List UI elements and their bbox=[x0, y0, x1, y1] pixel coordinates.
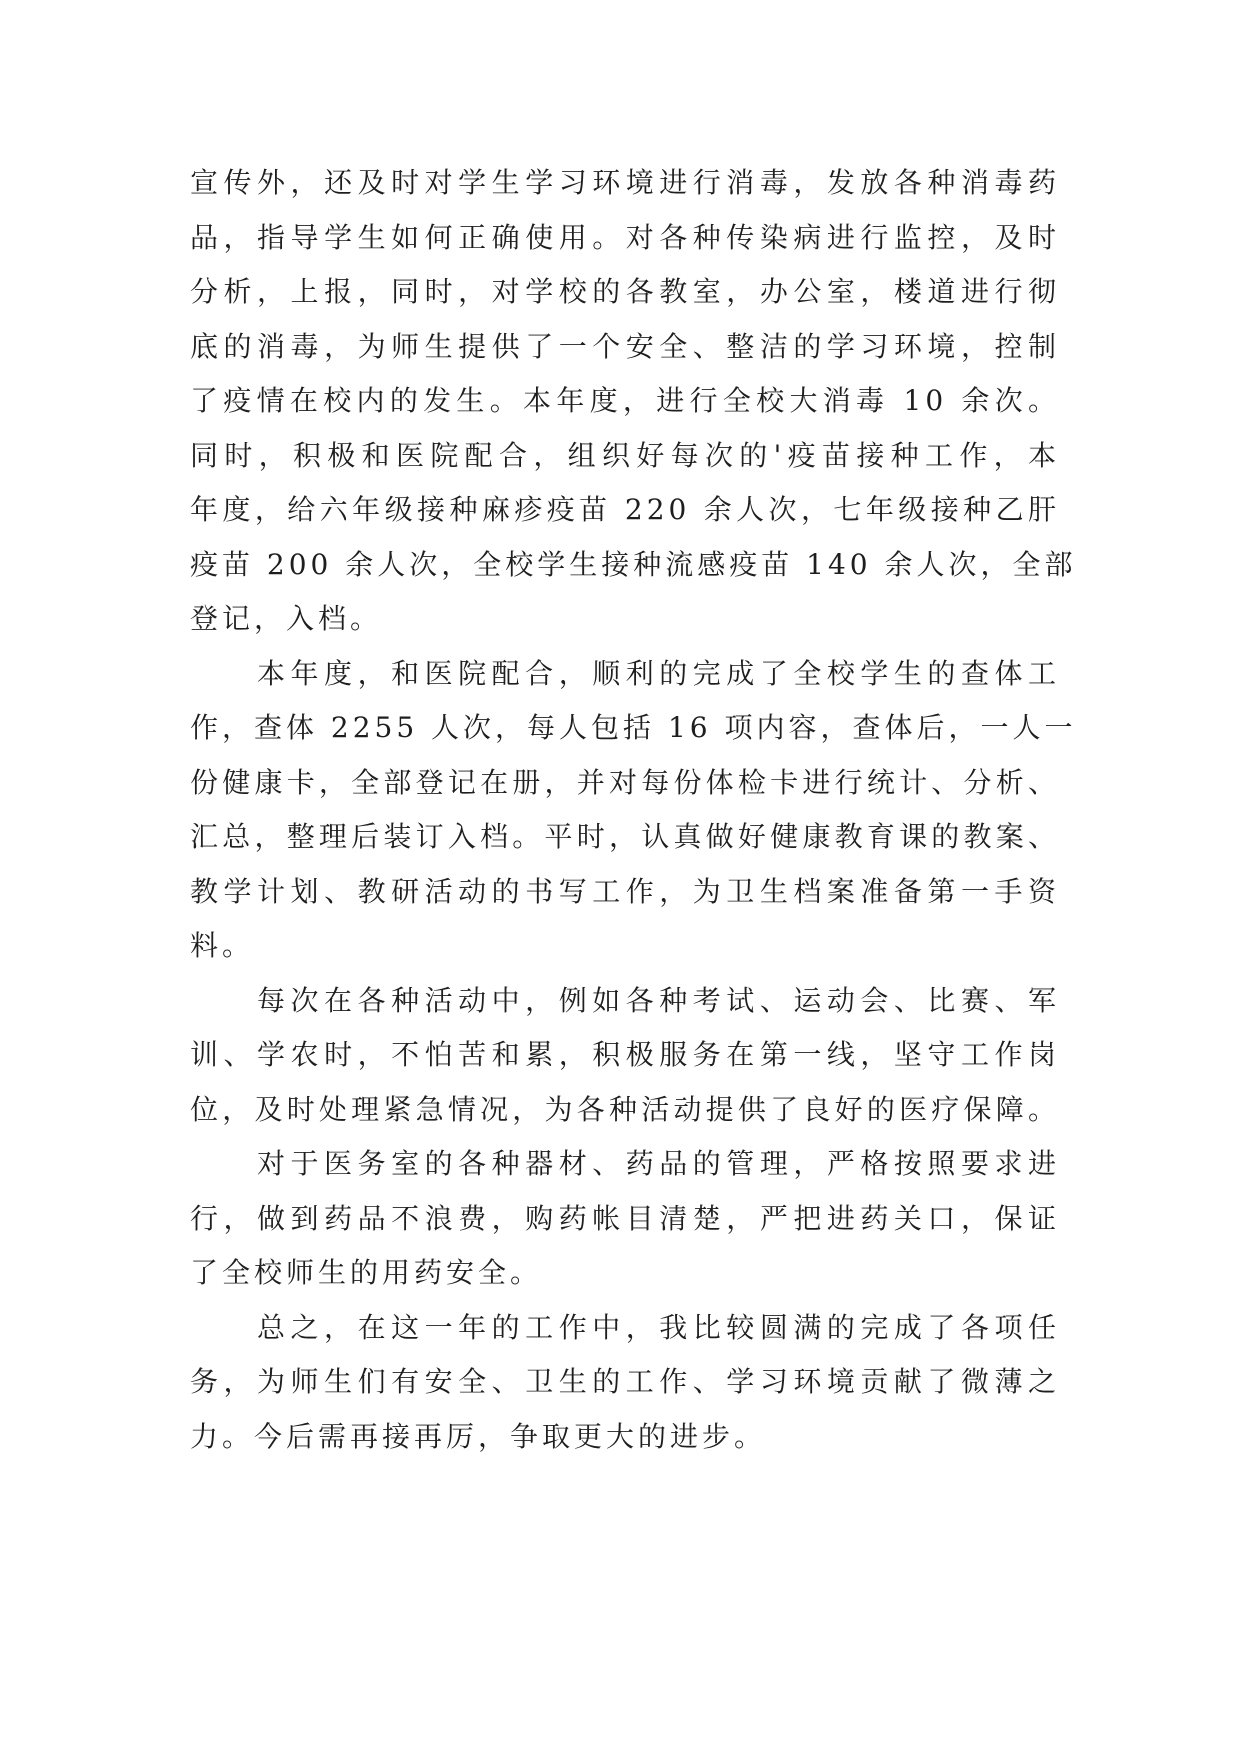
paragraph-line: 疫苗 200 余人次，全校学生接种流感疫苗 140 余人次，全部 bbox=[190, 547, 1077, 581]
paragraph-line: 品，指导学生如何正确使用。对各种传染病进行监控，及时 bbox=[190, 220, 1060, 254]
paragraph-line: 教学计划、教研活动的书写工作，为卫生档案准备第一手资 bbox=[190, 874, 1060, 908]
document-body bbox=[190, 156, 1077, 1464]
paragraph-line: 底的消毒，为师生提供了一个安全、整洁的学习环境，控制 bbox=[190, 329, 1060, 363]
paragraph-line: 行，做到药品不浪费，购药帐目清楚，严把进药关口，保证 bbox=[190, 1201, 1060, 1235]
paragraph-line: 力。今后需再接再厉，争取更大的进步。 bbox=[190, 1419, 767, 1453]
paragraph-line: 作，查体 2255 人次，每人包括 16 项内容，查体后，一人一 bbox=[190, 711, 1077, 744]
paragraph-first-line: 本年度，和医院配合，顺利的完成了全校学生的查体工 bbox=[257, 656, 1060, 690]
paragraph-line: 了疫情在校内的发生。本年度，进行全校大消毒 10 余次。 bbox=[190, 384, 1060, 417]
paragraph-first-line: 每次在各种活动中，例如各种考试、运动会、比赛、军 bbox=[257, 983, 1060, 1017]
paragraph-line: 训、学农时，不怕苦和累，积极服务在第一线，坚守工作岗 bbox=[190, 1038, 1060, 1071]
paragraph-line: 同时，积极和医院配合，组织好每次的'疫苗接种工作，本 bbox=[190, 438, 1060, 472]
paragraph-line: 务，为师生们有安全、卫生的工作、学习环境贡献了微薄之 bbox=[190, 1365, 1060, 1398]
paragraph-line: 料。 bbox=[190, 929, 255, 962]
paragraph-line: 宣传外，还及时对学生学习环境进行消毒，发放各种消毒药 bbox=[190, 166, 1060, 199]
paragraph-line: 年度，给六年级接种麻疹疫苗 220 余人次，七年级接种乙肝 bbox=[190, 493, 1060, 526]
paragraph-line: 了全校师生的用药安全。 bbox=[190, 1256, 543, 1289]
paragraph-line: 分析，上报，同时，对学校的各教室，办公室，楼道进行彻 bbox=[190, 275, 1060, 308]
paragraph-line: 份健康卡，全部登记在册，并对每份体检卡进行统计、分析、 bbox=[190, 765, 1060, 799]
paragraph-line: 汇总，整理后装订入档。平时，认真做好健康教育课的教案、 bbox=[190, 820, 1060, 853]
paragraph-line: 位，及时处理紧急情况，为各种活动提供了良好的医疗保障。 bbox=[190, 1092, 1060, 1126]
paragraph-line: 登记，入档。 bbox=[190, 602, 383, 635]
paragraph-first-line: 对于医务室的各种器材、药品的管理，严格按照要求进 bbox=[257, 1147, 1060, 1180]
paragraph-first-line: 总之，在这一年的工作中，我比较圆满的完成了各项任 bbox=[257, 1310, 1060, 1344]
